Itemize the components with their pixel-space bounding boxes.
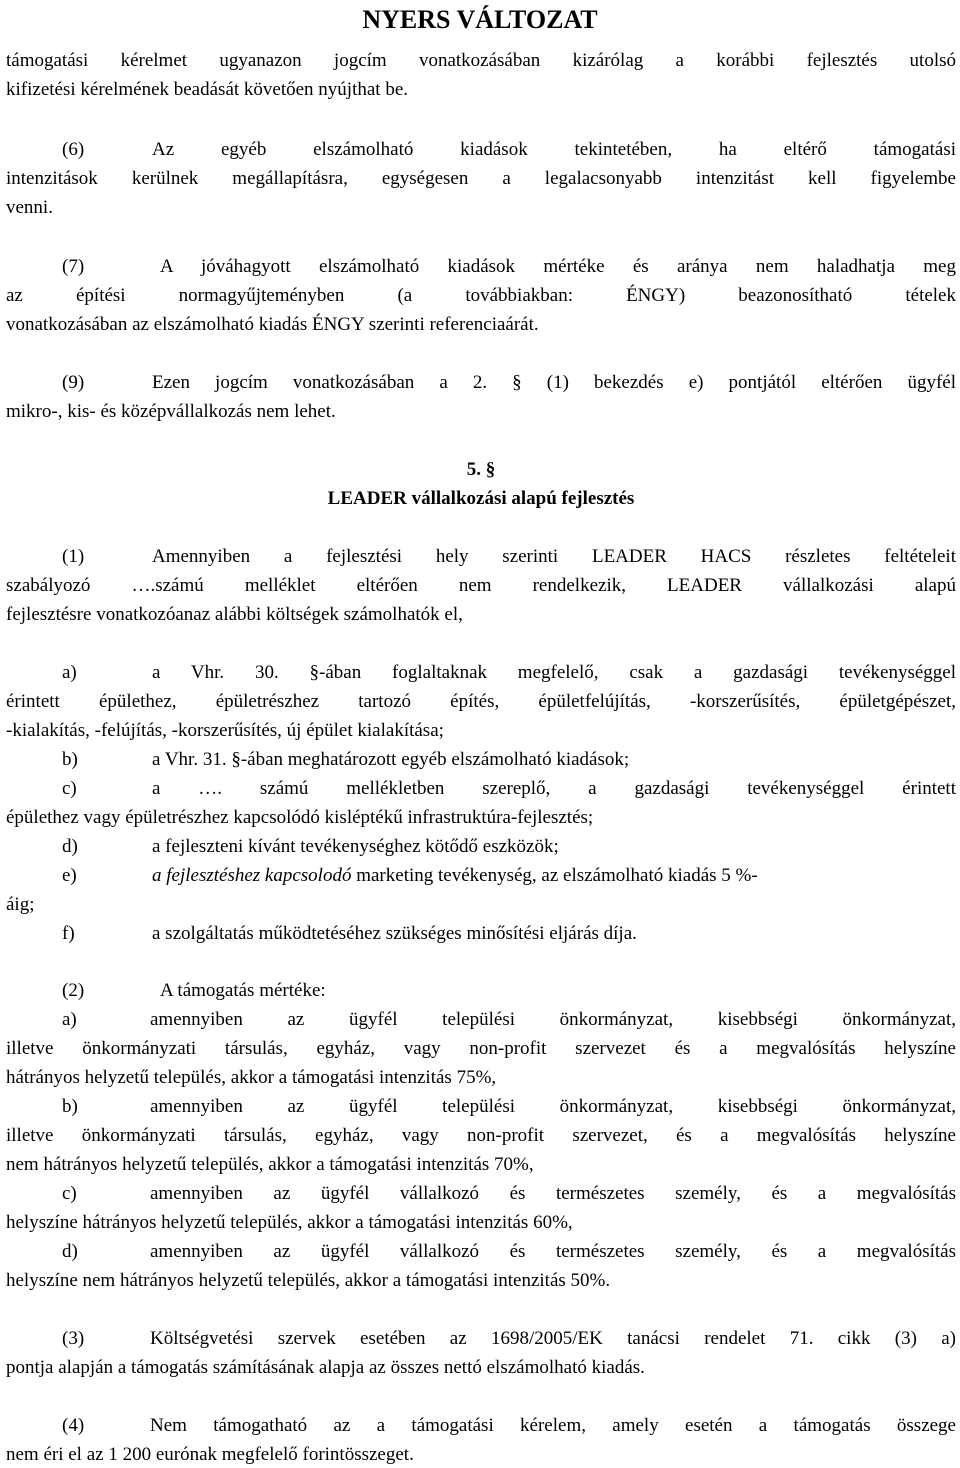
text-line: nem éri el az 1 200 eurónak megfelelő forintösszeget. [6,1444,414,1465]
section-number: 5. § [466,459,496,480]
paragraph-number: (7) [62,256,85,277]
list-item [6,1006,956,1033]
text-line: illetve önkormányzati társulás, egyház, vagy non-profit szervezet és a megvalósítás helyszíne [6,1038,956,1059]
text-run: marketing tevékenység, az elszámolható kiadás 5 %- [351,865,758,886]
text-line [6,1325,956,1352]
text-line [6,369,956,396]
text-line: vonatkozásában az elszámolható kiadás ÉNGY szerinti referenciaárát. [6,314,539,335]
text-line: nem hátrányos helyzetű település, akkor a támogatási intenzitás 70%, [6,1154,534,1175]
paragraph-number: (4) [62,1415,85,1436]
text-line: fejlesztésre vonatkozóanaz alábbi költségek számolhatók el, [6,604,463,625]
list-item [6,659,956,686]
list-item [6,1093,956,1120]
item-label: d) [62,836,78,857]
text-run: Az egyéb elszámolható kiadások tekintetében, ha eltérő támogatási [152,139,956,160]
item-label: b) [62,1096,78,1117]
text-line: helyszíne hátrányos helyzetű település, akkor a támogatási intenzitás 60%, [6,1212,573,1233]
list-item [6,833,956,860]
text-run: amennyiben az ügyfél vállalkozó és természetes személy, és a megvalósítás [150,1183,956,1204]
text-run: a Vhr. 31. §-ában meghatározott egyéb elszámolható kiadások; [152,749,630,770]
item-label: a) [62,1009,77,1030]
list-item [6,746,956,773]
text-run: Ezen jogcím vonatkozásában a 2. § (1) bekezdés e) pontjától eltérően ügyfél [152,372,956,393]
text-line: pontja alapján a támogatás számításának alapja az összes nettó elszámolható kiadás. [6,1357,645,1378]
text-run: Nem támogatható az a támogatási kérelem, amely esetén a támogatás összege [150,1415,956,1436]
text-line: támogatási kérelmet ugyanazon jogcím vonatkozásában kizárólag a korábbi fejlesztés utolsó [6,50,956,71]
text-line: illetve önkormányzati társulás, egyház, vagy non-profit szervezet, és a megvalósítás helyszíne [6,1125,956,1146]
paragraph-number: (6) [62,139,85,160]
item-label: d) [62,1241,78,1262]
text-line: -kialakítás, -felújítás, -korszerűsítés, új épület kialakítása; [6,720,444,741]
text-line: hátrányos helyzetű település, akkor a támogatási intenzitás 75%, [6,1067,497,1088]
paragraph-number: (1) [62,546,85,567]
paragraph-number: (9) [62,372,85,393]
text-run: Költségvetési szervek esetében az 1698/2005/EK tanácsi rendelet 71. cikk (3) a) [150,1328,956,1349]
italic-run: a fejlesztéshez kapcsolodó [152,865,352,886]
list-item [6,1238,956,1265]
text-line: kifizetési kérelmének beadását követően nyújthat be. [6,79,409,100]
text-line: áig; [6,894,35,915]
paragraph-number: (2) [62,980,85,1001]
paragraph-number: (3) [62,1328,85,1349]
text-run: A jóváhagyott elszámolható kiadások mértéke és aránya nem haladhatja meg [160,256,956,277]
item-label: c) [62,778,77,799]
text-line: venni. [6,197,53,218]
text-line: az építési normagyűjteményben (a továbbiakban: ÉNGY) beazonosítható tételek [6,285,956,306]
text-line: szabályozó ….számú melléklet eltérően nem rendelkezik, LEADER vállalkozási alapú [6,575,956,596]
text-line: helyszíne nem hátrányos helyzetű település, akkor a támogatási intenzitás 50%. [6,1270,611,1291]
draft-header: NYERS VÁLTOZAT [362,5,598,34]
text-run: amennyiben az ügyfél vállalkozó és természetes személy, és a megvalósítás [150,1241,956,1262]
text-line [6,136,956,163]
text-run: a …. számú mellékletben szereplő, a gazdasági tevékenységgel érintett [152,778,956,799]
text-run: a Vhr. 30. §-ában foglaltaknak megfelelő, csak a gazdasági tevékenységgel [152,662,956,683]
text-line [6,253,956,280]
item-label: c) [62,1183,77,1204]
item-label: f) [62,923,75,944]
text-line [6,1412,956,1439]
item-label: e) [62,865,77,886]
list-item [6,775,956,802]
text-run: amennyiben az ügyfél települési önkormányzat, kisebbségi önkormányzat, [150,1009,956,1030]
list-item [6,920,956,947]
text-line: mikro-, kis- és középvállalkozás nem lehet. [6,401,336,422]
text-line: intenzitások kerülnek megállapításra, egységesen a legalacsonyabb intenzitást kell figyelembe [6,168,956,189]
text-line [6,977,956,1004]
list-item [6,862,956,889]
text-run: a szolgáltatás működtetéséhez szükséges minősítési eljárás díja. [152,923,637,944]
item-label: b) [62,749,78,770]
text-run: a fejleszteni kívánt tevékenységhez kötődő eszközök; [152,836,559,857]
text-run: Amennyiben a fejlesztési hely szerinti LEADER HACS részletes feltételeit [152,546,956,567]
text-line [6,543,956,570]
text-run: A támogatás mértéke: [160,980,326,1001]
list-item [6,1180,956,1207]
section-title: LEADER vállalkozási alapú fejlesztés [327,488,635,509]
text-line: épülethez vagy épületrészhez kapcsolódó kisléptékű infrastruktúra-fejlesztés; [6,807,594,828]
text-run: amennyiben az ügyfél települési önkormányzat, kisebbségi önkormányzat, [150,1096,956,1117]
item-label: a) [62,662,77,683]
text-line: érintett épülethez, épületrészhez tartozó építés, épületfelújítás, -korszerűsítés, épületgépészet, [6,691,956,712]
